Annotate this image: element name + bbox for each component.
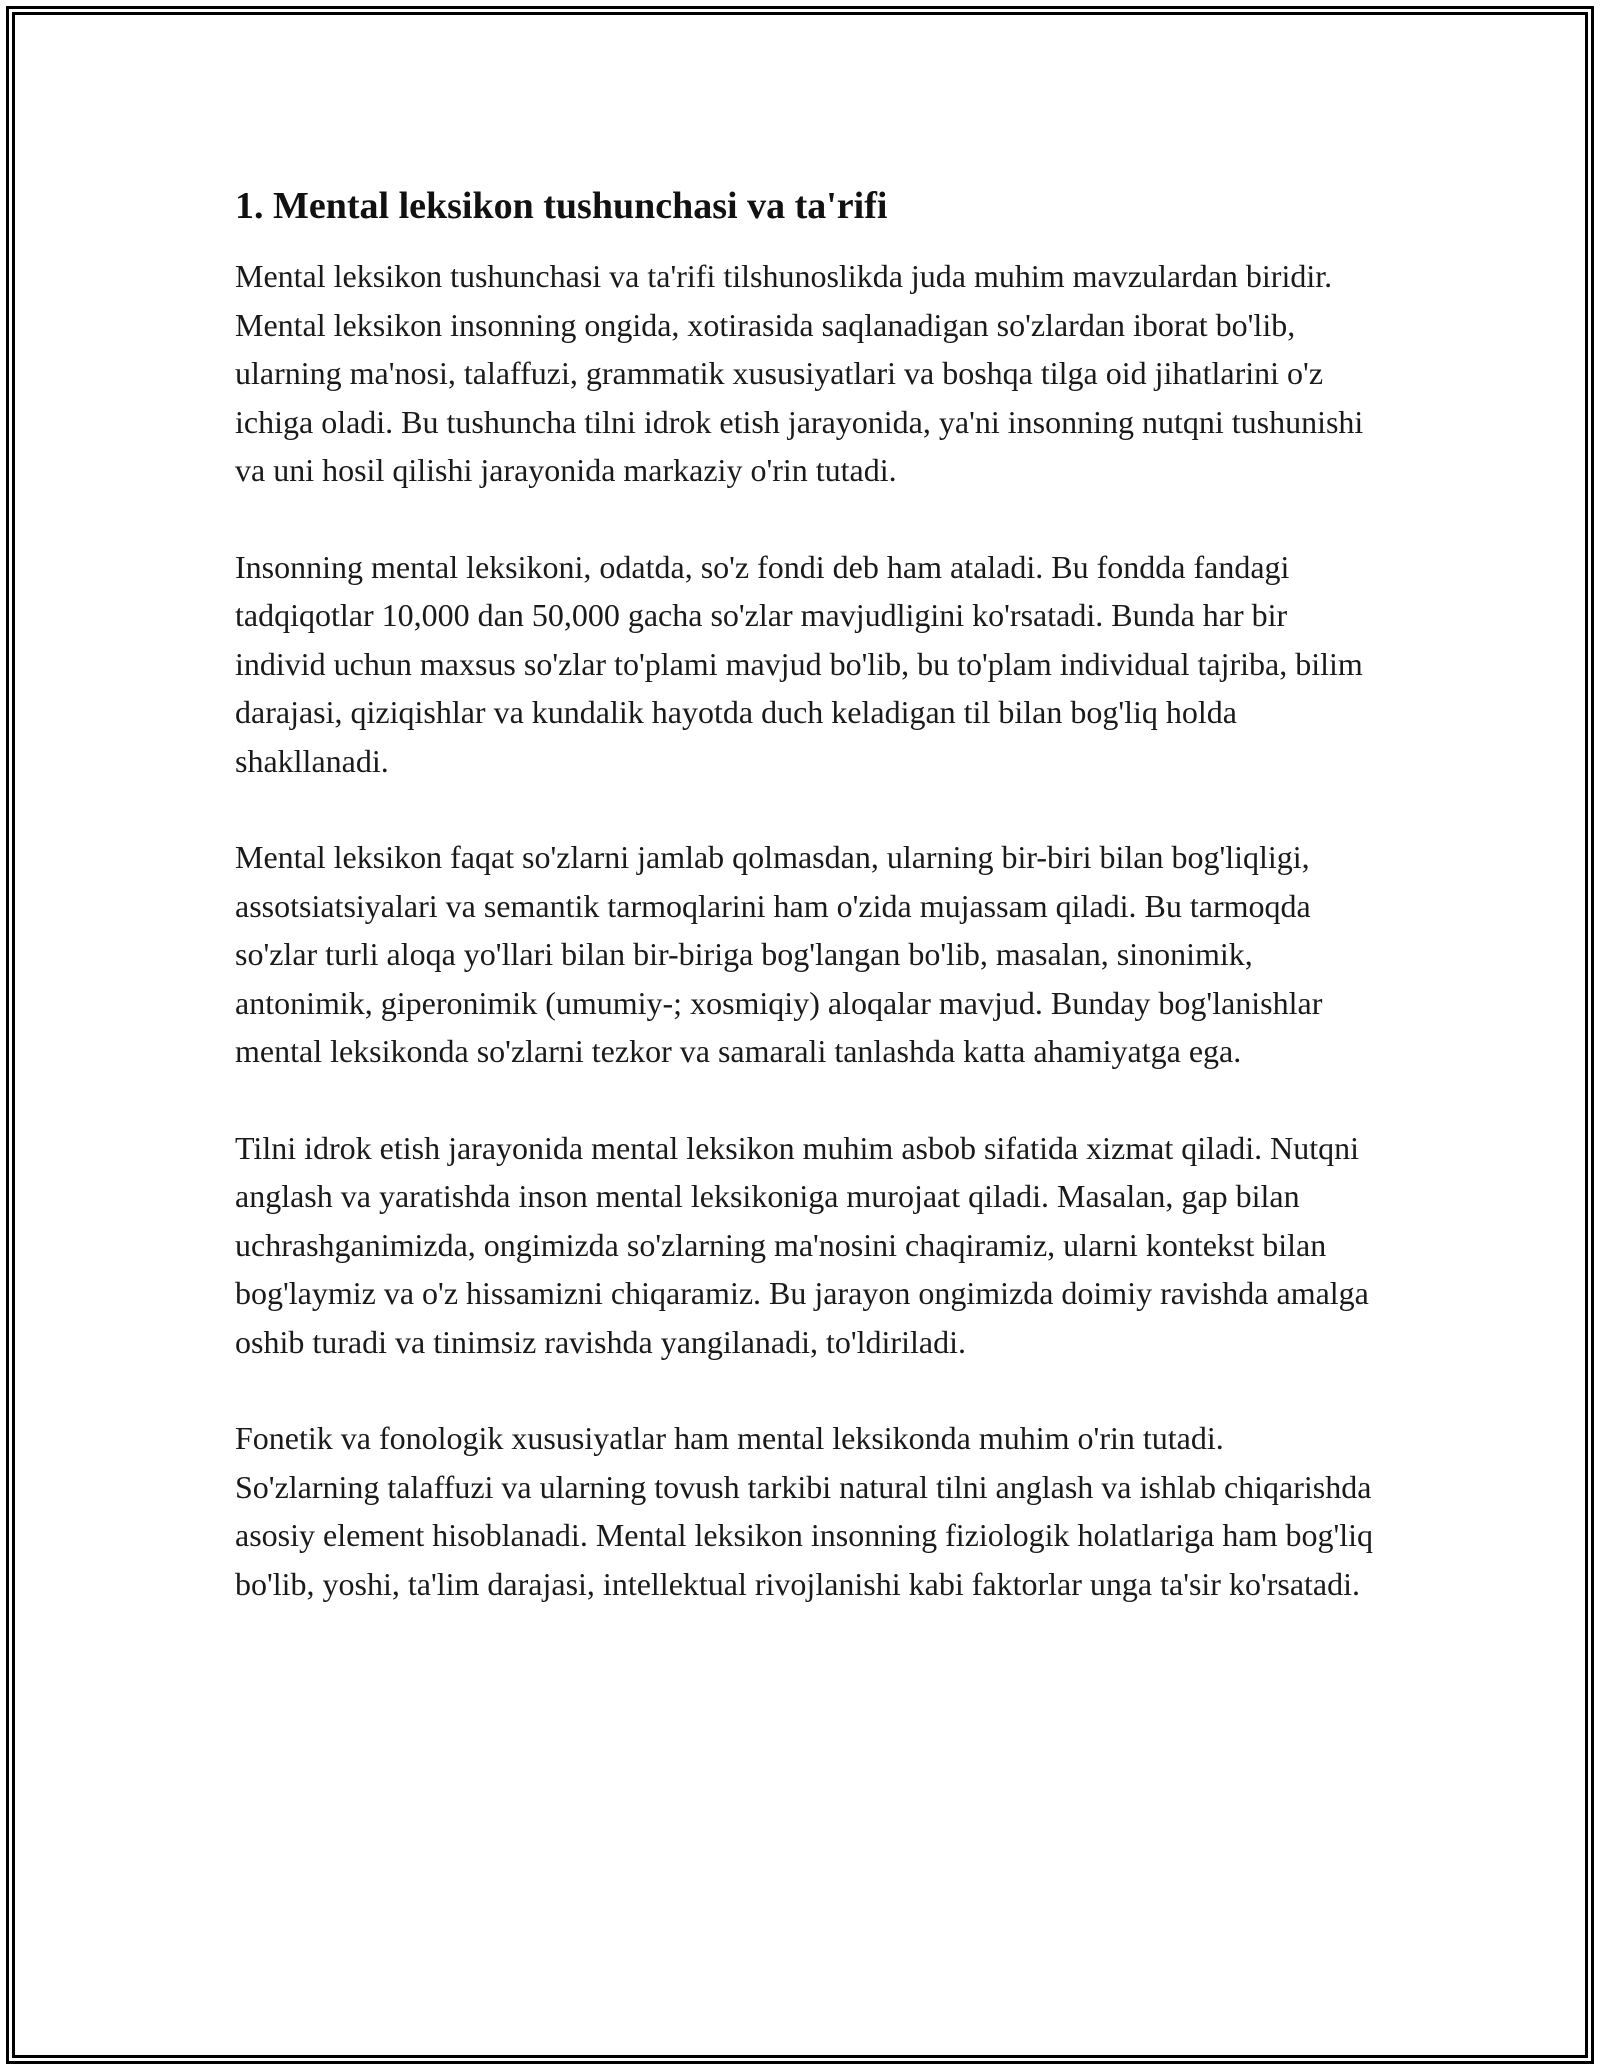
- paragraph-1: Mental leksikon tushunchasi va ta'rifi tilshunoslikda juda muhim mavzulardan biridir. Mental leksikon insonning ongida, xotirasida saqlanadigan so'zlardan iborat bo'lib, ularning ma'nosi, talaffuzi, grammatik xususiyatlari va boshqa tilga oid jihatlarini o'z ichiga oladi. Bu tushuncha tilni idrok etish jarayonida, ya'ni insonning nutqni tushunishi va uni hosil qilishi jarayonida markaziy o'rin tutadi.: [235, 258, 1364, 488]
- paragraph-4: Tilni idrok etish jarayonida mental leksikon muhim asbob sifatida xizmat qiladi. Nutqni anglash va yaratishda inson mental leksikoniga murojaat qiladi. Masalan, gap bilan uchrashganimizda, ongimizda so'zlarning ma'nosini chaqiramiz, ularni kontekst bilan bog'laymiz va o'z hissamizni chiqaramiz. Bu jarayon ongimizda doimiy ravishda amalga oshib turadi va tinimsiz ravishda yangilanadi, to'ldiriladi.: [235, 1129, 1369, 1360]
- paragraph-2: Insonning mental leksikoni, odatda, so'z fondi deb ham ataladi. Bu fondda fandagi tadqiqotlar 10,000 dan 50,000 gacha so'zlar mavjudligini ko'rsatadi. Bunda har bir individ uchun maxsus so'zlar to'plami mavjud bo'lib, bu to'plam individual tajriba, bilim darajasi, qiziqishlar va kundalik hayotda duch keladigan til bilan bog'liq holda shakllanadi.: [235, 548, 1363, 779]
- paragraph-5: Fonetik va fonologik xususiyatlar ham mental leksikonda muhim o'rin tutadi. So'zlarning talaffuzi va ularning tovush tarkibi natural tilni anglash va ishlab chiqarishda asosiy element hisoblanadi. Mental leksikon insonning fiziologik holatlariga ham bog'liq bo'lib, yoshi, ta'lim darajasi, intellektual rivojlanishi kabi faktorlar unga ta'sir ko'rsatadi.: [235, 1420, 1374, 1602]
- document-body: [235, 182, 1375, 1656]
- section-title: 1. Mental leksikon tushunchasi va ta'rifi: [235, 185, 888, 227]
- paragraph-3: Mental leksikon faqat so'zlarni jamlab qolmasdan, ularning bir-biri bilan bog'liqligi, assotsiatsiyalari va semantik tarmoqlarini ham o'zida mujassam qiladi. Bu tarmoqda so'zlar turli aloqa yo'llari bilan bir-biriga bog'langan bo'lib, masalan, sinonimik, antonimik, giperonimik (umumiy-; xosmiqiy) aloqalar mavjud. Bunday bog'lanishlar mental leksikonda so'zlarni tezkor va samarali tanlashda katta ahamiyatga ega.: [235, 839, 1323, 1069]
